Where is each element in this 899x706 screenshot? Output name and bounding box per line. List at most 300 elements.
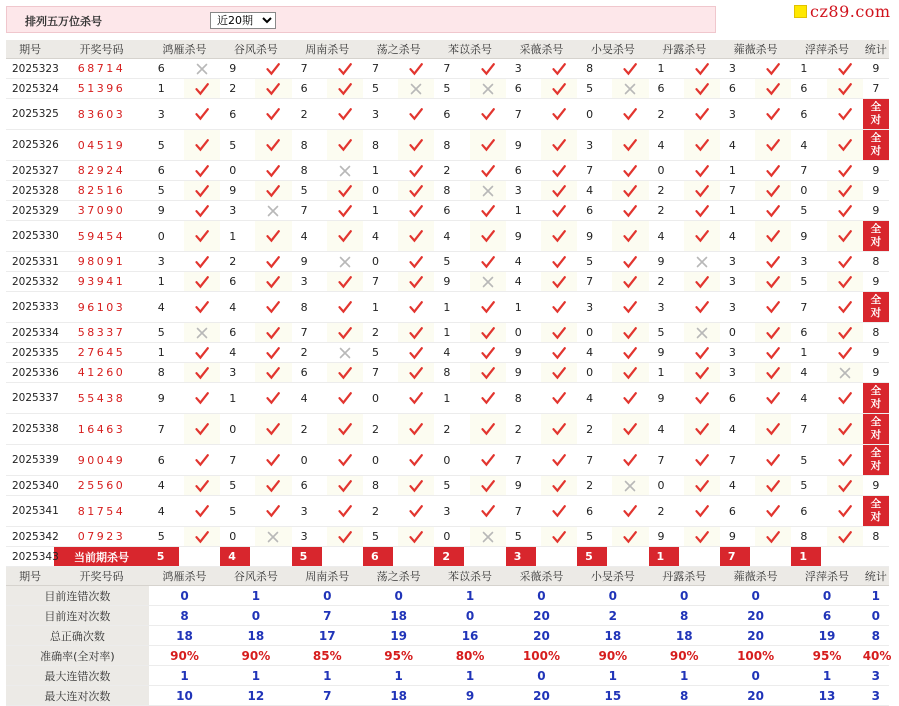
check-icon: [338, 530, 352, 544]
kill-result: [827, 221, 863, 252]
kill-value: 4: [363, 221, 398, 252]
kill-value: 8: [149, 363, 184, 383]
kill-result: [184, 181, 220, 201]
draw-number: 82516: [54, 181, 149, 201]
column-header: 期号: [6, 40, 54, 59]
logo-square-icon: [794, 5, 807, 18]
kill-result: [184, 343, 220, 363]
kill-value: 3: [149, 99, 184, 130]
check-icon: [695, 229, 709, 243]
check-icon: [623, 229, 637, 243]
check-icon: [623, 255, 637, 269]
check-icon: [195, 366, 209, 380]
stats-value: 20: [720, 626, 791, 646]
kill-result: [684, 161, 720, 181]
kill-value: 6: [220, 323, 255, 343]
kill-value: 3: [149, 252, 184, 272]
stats-row: [6, 646, 889, 666]
cross-icon: [623, 479, 637, 493]
check-icon: [623, 530, 637, 544]
kill-value: 2: [292, 99, 327, 130]
check-icon: [766, 391, 780, 405]
kill-result: [827, 343, 863, 363]
check-icon: [695, 138, 709, 152]
kill-value: 4: [149, 496, 184, 527]
kill-result: [612, 130, 648, 161]
check-icon: [409, 229, 423, 243]
check-icon: [552, 229, 566, 243]
kill-value: 5: [506, 527, 541, 547]
check-icon: [552, 82, 566, 96]
kill-value: 3: [292, 272, 327, 292]
kill-value: 2: [506, 414, 541, 445]
period-select[interactable]: [210, 12, 276, 29]
draw-number: 27645: [54, 343, 149, 363]
cross-icon: [838, 366, 852, 380]
kill-result: [612, 292, 648, 323]
draw-number: 82924: [54, 161, 149, 181]
cross-icon: [481, 184, 495, 198]
kill-result: [684, 79, 720, 99]
kill-value: 6: [434, 201, 469, 221]
kill-value: 1: [363, 292, 398, 323]
column-header: 统计: [863, 40, 889, 59]
check-icon: [481, 326, 495, 340]
kill-value: 7: [363, 272, 398, 292]
kill-value: 2: [292, 343, 327, 363]
draw-number: 37090: [54, 201, 149, 221]
check-icon: [552, 391, 566, 405]
stats-value: 16: [434, 626, 505, 646]
kill-result: [541, 323, 577, 343]
kill-result: [470, 292, 506, 323]
current-period-label: 当前期杀号: [54, 547, 149, 567]
kill-value: 6: [649, 79, 684, 99]
check-icon: [623, 62, 637, 76]
check-icon: [266, 391, 280, 405]
check-icon: [552, 453, 566, 467]
kill-value: 3: [577, 130, 612, 161]
kill-value: 6: [506, 161, 541, 181]
kill-value: 1: [149, 79, 184, 99]
kill-value: 2: [220, 79, 255, 99]
issue-number: 2025330: [6, 221, 54, 252]
kill-result: [255, 496, 291, 527]
kill-result: [827, 59, 863, 79]
current-kill-cell: [434, 547, 505, 567]
stats-value: 90%: [220, 646, 291, 666]
check-icon: [552, 530, 566, 544]
stats-value: 0: [791, 586, 862, 606]
kill-result: [684, 323, 720, 343]
check-icon: [409, 184, 423, 198]
kill-value: 7: [577, 272, 612, 292]
row-total: 9: [863, 476, 889, 496]
kill-value: 3: [506, 181, 541, 201]
check-icon: [623, 300, 637, 314]
check-icon: [552, 275, 566, 289]
kill-value: 6: [720, 79, 755, 99]
kill-result: [255, 252, 291, 272]
page-title: 排列五万位杀号: [25, 15, 102, 28]
kill-result: [255, 323, 291, 343]
kill-value: 1: [649, 363, 684, 383]
kill-value: 7: [292, 201, 327, 221]
kill-value: 4: [149, 476, 184, 496]
kill-result: [470, 161, 506, 181]
kill-value: 7: [506, 99, 541, 130]
table-row: [6, 292, 889, 323]
table-row: [6, 343, 889, 363]
kill-value: 9: [292, 252, 327, 272]
kill-result: [684, 414, 720, 445]
kill-result: [755, 130, 791, 161]
stats-value: 18: [577, 626, 648, 646]
table-row: [6, 181, 889, 201]
kill-value: 4: [720, 221, 755, 252]
kill-value: 5: [649, 323, 684, 343]
kill-result: [827, 79, 863, 99]
kill-result: [327, 496, 363, 527]
issue-number: 2025341: [6, 496, 54, 527]
kill-value: 7: [149, 414, 184, 445]
check-icon: [838, 82, 852, 96]
kill-value: 4: [649, 130, 684, 161]
current-kill-cell: [791, 547, 862, 567]
check-icon: [838, 164, 852, 178]
column-header: 丹露杀号: [649, 40, 720, 59]
kill-value: 0: [649, 161, 684, 181]
check-icon: [766, 204, 780, 218]
kill-result: [827, 272, 863, 292]
stats-value: 1: [434, 586, 505, 606]
kill-result: [470, 272, 506, 292]
check-icon: [695, 504, 709, 518]
kill-result: [470, 383, 506, 414]
kill-value: 4: [577, 383, 612, 414]
kill-value: 3: [434, 496, 469, 527]
cross-icon: [266, 204, 280, 218]
kill-result: [684, 527, 720, 547]
kill-value: 2: [292, 414, 327, 445]
kill-result: [541, 201, 577, 221]
check-icon: [623, 204, 637, 218]
all-correct-badge: 全对: [863, 445, 889, 475]
check-icon: [338, 326, 352, 340]
issue-number: 2025335: [6, 343, 54, 363]
kill-value: 4: [434, 343, 469, 363]
kill-value: 7: [720, 181, 755, 201]
kill-value: 1: [434, 292, 469, 323]
column-header: 开奖号码: [54, 567, 149, 586]
stats-row: [6, 666, 889, 686]
kill-value: 4: [292, 383, 327, 414]
kill-result: [684, 445, 720, 476]
kill-value: 4: [649, 414, 684, 445]
check-icon: [481, 229, 495, 243]
check-icon: [481, 391, 495, 405]
stats-value: 100%: [720, 646, 791, 666]
kill-result: [755, 252, 791, 272]
kill-result: [255, 59, 291, 79]
check-icon: [695, 107, 709, 121]
kill-result: [612, 445, 648, 476]
table-row: [6, 445, 889, 476]
kill-value: 9: [649, 527, 684, 547]
site-logo[interactable]: [794, 1, 891, 21]
check-icon: [195, 255, 209, 269]
kill-value: 1: [434, 383, 469, 414]
kill-result: [612, 343, 648, 363]
stats-total: 40%: [863, 646, 889, 666]
issue-number: 2025342: [6, 527, 54, 547]
kill-value: 2: [363, 414, 398, 445]
cross-icon: [481, 82, 495, 96]
stats-value: 90%: [649, 646, 720, 666]
kill-value: 7: [577, 445, 612, 476]
check-icon: [409, 164, 423, 178]
check-icon: [266, 504, 280, 518]
check-icon: [481, 164, 495, 178]
kill-result: [755, 527, 791, 547]
check-icon: [195, 479, 209, 493]
kill-value: 6: [292, 476, 327, 496]
check-icon: [766, 255, 780, 269]
kill-value: 5: [791, 201, 826, 221]
stats-value: 15: [577, 686, 648, 706]
stats-value: 7: [292, 606, 363, 626]
check-icon: [623, 346, 637, 360]
kill-result: [755, 59, 791, 79]
check-icon: [409, 453, 423, 467]
check-icon: [766, 138, 780, 152]
cross-icon: [695, 326, 709, 340]
kill-result: [327, 476, 363, 496]
kill-result: [827, 383, 863, 414]
kill-result: [398, 323, 434, 343]
current-total-empty: [863, 547, 889, 567]
logo-text: cz89.com: [810, 1, 891, 21]
kill-value: 4: [720, 414, 755, 445]
kill-result: [827, 414, 863, 445]
draw-number: 83603: [54, 99, 149, 130]
kill-value: 2: [577, 476, 612, 496]
check-icon: [552, 346, 566, 360]
kill-value: 5: [149, 323, 184, 343]
issue-number: 2025339: [6, 445, 54, 476]
kill-value: 0: [506, 323, 541, 343]
kill-value: 7: [292, 323, 327, 343]
cross-icon: [338, 164, 352, 178]
stats-value: 18: [363, 606, 434, 626]
kill-result: [470, 476, 506, 496]
check-icon: [838, 204, 852, 218]
column-header: 谷风杀号: [220, 40, 291, 59]
kill-result: [541, 161, 577, 181]
kill-value: 9: [149, 383, 184, 414]
kill-result: [327, 383, 363, 414]
kill-value: 3: [506, 59, 541, 79]
kill-result: [541, 99, 577, 130]
check-icon: [623, 453, 637, 467]
kill-result: [684, 383, 720, 414]
stats-value: 0: [292, 586, 363, 606]
kill-result: [184, 383, 220, 414]
check-icon: [623, 275, 637, 289]
check-icon: [766, 530, 780, 544]
check-icon: [623, 504, 637, 518]
current-kill-cell: [149, 547, 220, 567]
kill-value: 6: [149, 161, 184, 181]
kill-result: [755, 414, 791, 445]
table-row: [6, 272, 889, 292]
kill-result: [612, 221, 648, 252]
kill-result: [255, 527, 291, 547]
kill-value: 4: [720, 476, 755, 496]
kill-value: 6: [791, 496, 826, 527]
kill-result: [398, 161, 434, 181]
kill-value: 0: [363, 181, 398, 201]
all-correct-badge: 全对: [863, 99, 889, 129]
kill-value: 0: [577, 363, 612, 383]
kill-result: [327, 292, 363, 323]
kill-result: [255, 363, 291, 383]
kill-value: 9: [220, 59, 255, 79]
kill-result: [398, 99, 434, 130]
kill-result: [541, 130, 577, 161]
kill-value: 0: [149, 221, 184, 252]
kill-value: 9: [506, 130, 541, 161]
kill-value: 6: [506, 79, 541, 99]
kill-result: [255, 130, 291, 161]
stats-value: 19: [363, 626, 434, 646]
kill-value: 5: [363, 343, 398, 363]
check-icon: [766, 346, 780, 360]
stats-value: 1: [292, 666, 363, 686]
kill-value: 1: [791, 59, 826, 79]
check-icon: [266, 326, 280, 340]
check-icon: [481, 422, 495, 436]
kill-value: 6: [720, 496, 755, 527]
stats-value: 9: [434, 686, 505, 706]
kill-value: 8: [434, 181, 469, 201]
kill-result: [184, 496, 220, 527]
column-header: 丹露杀号: [649, 567, 720, 586]
check-icon: [695, 366, 709, 380]
current-kill-value: 7: [720, 547, 750, 566]
current-kill-cell: [363, 547, 434, 567]
kill-result: [470, 343, 506, 363]
check-icon: [195, 275, 209, 289]
check-icon: [338, 107, 352, 121]
stats-value: 1: [791, 666, 862, 686]
kill-value: 3: [720, 99, 755, 130]
check-icon: [409, 255, 423, 269]
issue-number: 2025326: [6, 130, 54, 161]
kill-value: 1: [649, 59, 684, 79]
kill-value: 4: [791, 130, 826, 161]
check-icon: [481, 453, 495, 467]
check-icon: [338, 391, 352, 405]
kill-value: 1: [506, 201, 541, 221]
check-icon: [552, 62, 566, 76]
current-kill-value: 2: [434, 547, 464, 566]
issue-number: 2025333: [6, 292, 54, 323]
stats-value: 2: [577, 606, 648, 626]
check-icon: [409, 138, 423, 152]
current-kill-value: 4: [220, 547, 250, 566]
check-icon: [766, 504, 780, 518]
check-icon: [695, 204, 709, 218]
check-icon: [481, 479, 495, 493]
kill-result: [398, 79, 434, 99]
kill-result: [684, 99, 720, 130]
column-header: 谷风杀号: [220, 567, 291, 586]
stats-value: 0: [434, 606, 505, 626]
kill-result: [255, 383, 291, 414]
kill-value: 5: [577, 79, 612, 99]
kill-value: 7: [363, 59, 398, 79]
kill-result: [184, 272, 220, 292]
kill-value: 5: [791, 476, 826, 496]
issue-number: 2025323: [6, 59, 54, 79]
kill-value: 2: [363, 323, 398, 343]
kill-value: 2: [649, 496, 684, 527]
kill-result: [327, 130, 363, 161]
stats-value: 0: [149, 586, 220, 606]
kill-result: [398, 292, 434, 323]
kill-result: [827, 527, 863, 547]
kill-result: [470, 201, 506, 221]
kill-result: [184, 414, 220, 445]
kill-result: [398, 476, 434, 496]
stats-value: 0: [649, 586, 720, 606]
kill-value: 8: [434, 130, 469, 161]
current-kill-value: 1: [791, 547, 821, 566]
stats-value: 8: [649, 606, 720, 626]
kill-result: [184, 221, 220, 252]
stats-value: 1: [220, 586, 291, 606]
stats-total: 3: [863, 686, 889, 706]
kill-value: 0: [363, 252, 398, 272]
table-row: [6, 383, 889, 414]
check-icon: [409, 300, 423, 314]
stats-value: 18: [363, 686, 434, 706]
table-row: [6, 201, 889, 221]
stats-value: 90%: [577, 646, 648, 666]
kill-value: 7: [720, 445, 755, 476]
stats-value: 8: [149, 606, 220, 626]
stats-value: 18: [649, 626, 720, 646]
issue-number: 2025328: [6, 181, 54, 201]
kill-value: 6: [292, 363, 327, 383]
row-total: [863, 445, 889, 476]
stats-value: 0: [220, 606, 291, 626]
row-total: 9: [863, 59, 889, 79]
kill-value: 8: [292, 161, 327, 181]
kill-value: 0: [434, 527, 469, 547]
column-header: 浮萍杀号: [791, 40, 862, 59]
kill-result: [255, 414, 291, 445]
table-row: [6, 221, 889, 252]
check-icon: [338, 300, 352, 314]
kill-result: [327, 272, 363, 292]
kill-result: [255, 181, 291, 201]
stats-value: 20: [506, 686, 577, 706]
kill-result: [827, 252, 863, 272]
check-icon: [838, 107, 852, 121]
check-icon: [695, 82, 709, 96]
